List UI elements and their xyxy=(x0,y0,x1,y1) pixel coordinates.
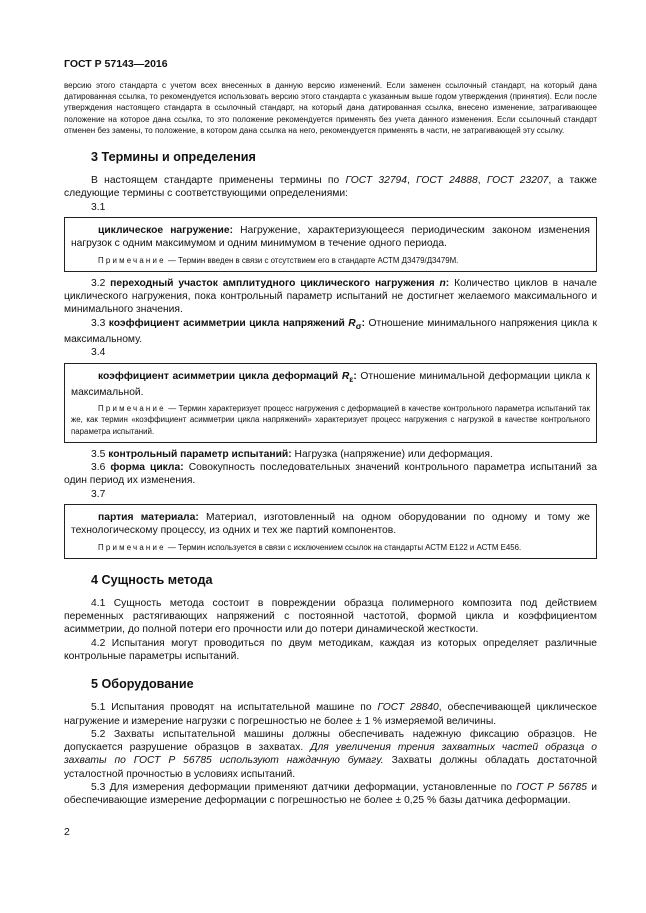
term-3-4-note: Примечание — Термин характеризует процесс нагружения с деформацией в качестве контрольного параметра испытаний так же, как термин «коэффициент асимметрии цикла напряжений» характеризует процесс нагружения с нагрузкой в качестве контрольного параметра испытаний. xyxy=(71,404,590,436)
section-5-3: 5.3 Для измерения деформации применяют датчики деформации, установленные по ГОСТ Р 56785 и обеспечивающие измерение деформации с погрешностью не более ± 0,25 % базы датчика деформации. xyxy=(64,782,597,807)
term-3-1-number: 3.1 xyxy=(91,201,106,213)
ref-gost-r-56785: ГОСТ Р 56785 xyxy=(516,782,587,794)
section-5-title: 5 Оборудование xyxy=(91,677,194,692)
page-content xyxy=(64,80,597,808)
term-3-4-box xyxy=(64,363,597,443)
page-number: 2 xyxy=(64,826,70,838)
term-3-7-number: 3.7 xyxy=(91,488,106,500)
section-4-2: 4.2 Испытания могут проводиться по двум методикам, каждая из которых определяет различные контрольные параметры испытаний. xyxy=(64,637,597,662)
ref-gost-32794: ГОСТ 32794 xyxy=(345,175,408,187)
section-3-title: 3 Термины и определения xyxy=(91,150,256,165)
term-3-1-box xyxy=(64,217,597,272)
term-3-2: 3.2 переходный участок амплитудного циклического нагружения n: Количество циклов в начале циклического нагружения, пока контрольный параметр испытаний не достигнет желаемого максимального и минимального значения. xyxy=(64,277,597,316)
ref-gost-23207: ГОСТ 23207 xyxy=(486,175,549,187)
term-3-4-number: 3.4 xyxy=(91,347,106,359)
ref-gost-28840: ГОСТ 28840 xyxy=(377,702,439,714)
term-3-4-definition: коэффициент асимметрии цикла деформаций $R_\varepsilon$: Отношение минимальной деформации цикла к максимальной. xyxy=(71,370,590,398)
document-header: ГОСТ Р 57143—2016 xyxy=(64,58,168,70)
term-3-7-box xyxy=(64,504,597,559)
section-5-1: 5.1 Испытания проводят на испытательной машине по ГОСТ 28840, обеспечивающей циклическое нагружение и измерение нагрузки с погрешностью не более ± 1 % измеряемой величины. xyxy=(64,702,597,727)
intro-paragraph: версию этого стандарта с учетом всех внесенных в данную версию изменений. Если заменен ссылочный стандарт, на который дана датированная ссылка, то рекомендуется использовать версию этого стандарта с указанным выше годом утверждения (принятия). Если после утверждения настоящего стандарта в ссылочный стандарт, на который дана датированная ссылка, внесено изменение, затрагивающее положение на которое дана ссылка, то это положение рекомендуется применять без учета данного изменения. Если ссылочный стандарт отменен без замены, то положение, в котором дана ссылка на него, рекомендуется применять в части, не затрагивающей эту ссылку. xyxy=(64,81,597,135)
term-3-6: 3.6 форма цикла: Совокупность последовательных значений контрольного параметра испытаний за один период их изменения. xyxy=(64,462,597,487)
term-3-1-definition: циклическое нагружение: Нагружение, характеризующееся периодическим законом изменения нагрузок с одним максимумом и одним минимумом в течение одного периода. xyxy=(71,224,590,250)
section-3-intro: В настоящем стандарте применены термины по ГОСТ 32794, ГОСТ 24888, ГОСТ 23207, а также следующие термины с соответствующими определениями: xyxy=(64,175,597,200)
term-3-7-note: Примечание — Термин используется в связи с исключением ссылок на стандарты АСТМ Е122 и АСТМ Е456. xyxy=(98,542,522,552)
term-3-3: 3.3 коэффициент асимметрии цикла напряжений $R_\sigma$: Отношение минимального напряжения цикла к максимальному. xyxy=(64,317,597,345)
term-3-1-note: Примечание — Термин введен в связи с отсутствием его в стандарте АСТМ Д3479/Д3479М. xyxy=(98,255,459,265)
section-5-2: 5.2 Захваты испытательной машины должны обеспечивать надежную фиксацию образцов. Не допускается разрушение образцов в захватах. Для увеличения трения захватных частей образца о захваты по ГОСТ Р 56785 используют наждачную бумагу. Захваты должны обладать достаточной усталостной прочностью в условиях испытаний. xyxy=(64,728,597,780)
term-3-5: 3.5 контрольный параметр испытаний: Нагрузка (напряжение) или деформация. xyxy=(91,448,493,460)
term-3-7-definition: партия материала: Материал, изготовленный на одном оборудовании по одному и тому же технологическому процессу, из одних и тех же партий компонентов. xyxy=(71,511,590,537)
ref-gost-24888: ГОСТ 24888 xyxy=(416,175,478,187)
section-4-title: 4 Сущность метода xyxy=(91,572,213,587)
section-4-1: 4.1 Сущность метода состоит в повреждении образца полимерного композита под действием переменных растягивающих напряжений с постоянной частотой, формой цикла и коэффициентом асимметрии, до полной потери его прочности или до потери динамической жесткости. xyxy=(64,597,597,636)
